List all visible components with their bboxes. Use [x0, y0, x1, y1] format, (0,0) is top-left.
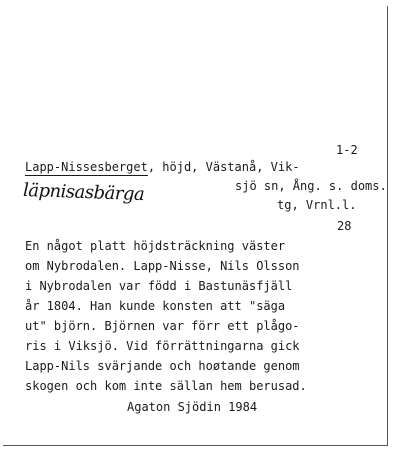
- header-line-2: sjö sn, Ång. s. doms.: [235, 179, 387, 193]
- body-line: Lapp-Nils svärjande och hoøtande genom: [25, 359, 300, 373]
- body-line: ris i Viksjö. Vid förrättningarna gick: [25, 339, 300, 353]
- body-line: i Nybrodalen var född i Bastunäsfjäll: [25, 279, 293, 293]
- headword-line: [25, 161, 300, 173]
- page-number: 28: [337, 219, 352, 233]
- signature: Agaton Sjödin 1984: [127, 400, 258, 414]
- reference-number: 1-2: [336, 143, 358, 157]
- body-line: ut" björn. Björnen var förr ett plågo-: [25, 319, 300, 333]
- body-line: om Nybrodalen. Lapp-Nisse, Nils Olsson: [25, 259, 300, 273]
- index-card: [3, 6, 388, 446]
- body-line: skogen och kom inte sällan hem berusad.: [25, 379, 307, 393]
- body-line: En något platt höjdsträckning väster: [25, 239, 286, 253]
- headword: Lapp-Nissesberget: [25, 160, 148, 174]
- header-rest: , höjd, Västanå, Vik-: [147, 160, 300, 174]
- header-line-3: tg, Vrnl.l.: [277, 198, 357, 212]
- body-line: år 1804. Han kunde konsten att "säga: [25, 299, 286, 313]
- handwritten-dialect-form: läpnisasbärga: [22, 179, 145, 206]
